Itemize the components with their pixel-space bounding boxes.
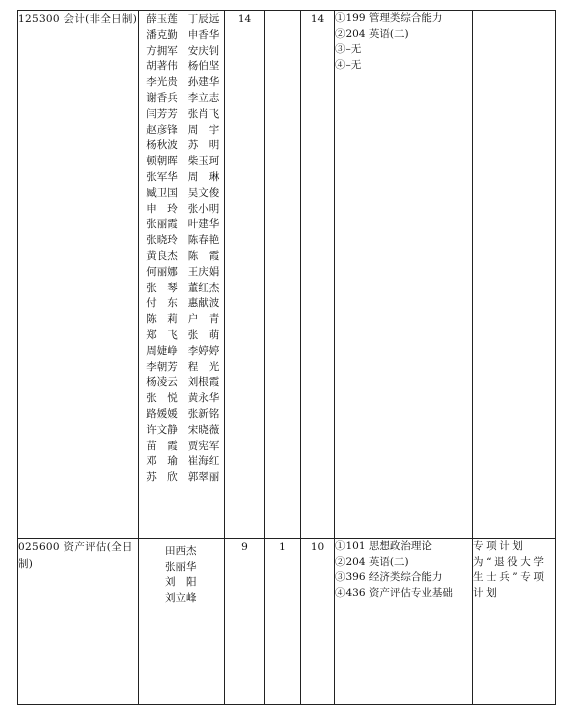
tutor-name: 杨凌云 xyxy=(146,376,178,389)
tutor-name: 陈 莉 xyxy=(146,313,178,326)
tutor-name: 许文静 xyxy=(146,423,178,436)
tutor-name: 周 宇 xyxy=(187,123,220,136)
tutor-name: 张 悦 xyxy=(146,392,178,405)
exam-subject: ②204 英语(二) xyxy=(335,555,409,568)
tutor-name: 何丽娜 xyxy=(146,265,178,278)
tutor-name: 田西杰 xyxy=(165,545,197,557)
tutor-name: 张小明 xyxy=(187,202,220,215)
tutor-name: 申 玲 xyxy=(146,202,178,215)
exam-subject: ③–无 xyxy=(335,43,362,56)
exam-subject: ①199 管理类综合能力 xyxy=(335,12,443,24)
exam-subject: ④436 资产评估专业基础 xyxy=(335,586,453,599)
tutor-name: 黄良杰 xyxy=(146,249,178,262)
tutor-name: 张丽霞 xyxy=(146,218,178,231)
tutor-name: 李立志 xyxy=(187,91,220,104)
tutor-name: 顿朝晖 xyxy=(146,155,178,168)
exam-subjects-cell xyxy=(335,11,473,539)
count-a-cell: 9 xyxy=(225,539,265,705)
tutor-name: 程 光 xyxy=(187,360,220,373)
tutor-name: 李光贵 xyxy=(146,76,178,89)
tutor-name: 贾宪军 xyxy=(187,439,220,452)
count-b-cell: 1 xyxy=(265,539,301,705)
count-b-cell xyxy=(265,11,301,539)
tutor-name: 李婷婷 xyxy=(187,344,220,357)
tutor-name: 方拥军 xyxy=(146,44,178,57)
tutor-name: 杨秋波 xyxy=(146,139,178,152)
table-row xyxy=(18,11,556,539)
tutor-name: 叶建华 xyxy=(187,218,220,231)
tutor-name: 陈 霞 xyxy=(187,249,220,262)
note-cell xyxy=(473,11,556,539)
tutor-name: 李朝芳 xyxy=(146,360,178,373)
tutor-name: 崔海红 xyxy=(187,455,220,468)
major-cell: 025600 资产评估(全日制) xyxy=(18,539,139,705)
tutor-name: 苏 明 xyxy=(187,139,220,152)
major-cell: 125300 会计(非全日制) xyxy=(18,11,139,539)
tutor-name: 丁辰远 xyxy=(187,13,220,25)
tutor-name: 刘根霞 xyxy=(187,376,220,389)
exam-subject: ①101 思想政治理论 xyxy=(335,540,432,552)
tutor-list xyxy=(139,11,224,486)
tutor-name: 邓 瑜 xyxy=(146,455,178,468)
tutor-name: 郭翠丽 xyxy=(187,471,220,484)
tutor-name: 陈春艳 xyxy=(187,234,220,247)
tutor-name: 赵彦锋 xyxy=(146,123,178,136)
tutor-name: 张军华 xyxy=(146,170,178,183)
tutor-name: 户 青 xyxy=(187,313,220,326)
exam-subjects-cell xyxy=(335,539,473,705)
tutor-name: 张 琴 xyxy=(146,281,178,294)
exam-subject: ④–无 xyxy=(335,58,362,71)
tutor-name: 孙建华 xyxy=(187,76,220,89)
tutor-name: 闫芳芳 xyxy=(146,107,178,120)
count-a-cell: 14 xyxy=(225,11,265,539)
exam-subject: ②204 英语(二) xyxy=(335,27,409,40)
tutor-name: 申香华 xyxy=(187,28,220,41)
count-total-cell: 14 xyxy=(301,11,335,539)
table-row xyxy=(18,539,556,705)
tutor-name: 谢香兵 xyxy=(146,91,178,104)
tutor-name: 苗 霞 xyxy=(146,439,178,452)
tutors-cell xyxy=(139,11,225,539)
tutor-name: 臧卫国 xyxy=(146,186,178,199)
exam-subject: ③396 经济类综合能力 xyxy=(335,571,443,584)
tutor-name: 刘 阳 xyxy=(165,576,197,589)
tutor-name: 张肖飞 xyxy=(187,107,220,120)
count-total-cell: 10 xyxy=(301,539,335,705)
tutor-name: 张晓玲 xyxy=(146,234,178,247)
tutor-name: 黄永华 xyxy=(187,392,220,405)
tutor-name: 杨伯坚 xyxy=(187,60,220,73)
tutor-name: 安庆钊 xyxy=(187,44,220,57)
tutor-name: 薛玉莲 xyxy=(146,13,178,25)
tutor-name: 惠献波 xyxy=(187,297,220,310)
tutor-name: 付 东 xyxy=(146,297,178,310)
tutor-name: 吴文俊 xyxy=(187,186,220,199)
tutor-name: 潘克勤 xyxy=(146,28,178,41)
note-cell: 专项计划为“退役大学生士兵”专项计划 xyxy=(473,539,556,705)
tutor-name: 董红杰 xyxy=(187,281,220,294)
tutor-name: 苏 欣 xyxy=(146,471,178,484)
tutor-name: 郑 飞 xyxy=(146,328,178,341)
tutor-name: 刘立峰 xyxy=(165,591,197,604)
tutor-list xyxy=(139,539,224,606)
tutor-name: 王庆娟 xyxy=(187,265,220,278)
tutor-name: 张 萌 xyxy=(187,328,220,341)
enrollment-table xyxy=(17,10,556,705)
tutor-name: 张新铭 xyxy=(187,407,220,420)
tutor-name: 宋晓薇 xyxy=(187,423,220,436)
tutor-name: 张丽华 xyxy=(165,560,197,573)
tutors-cell xyxy=(139,539,225,705)
tutor-name: 胡著伟 xyxy=(146,60,178,73)
tutor-name: 柴玉珂 xyxy=(187,155,220,168)
tutor-name: 周 琳 xyxy=(187,170,220,183)
tutor-name: 路媛媛 xyxy=(146,407,178,420)
tutor-name: 周婕峥 xyxy=(146,344,178,357)
